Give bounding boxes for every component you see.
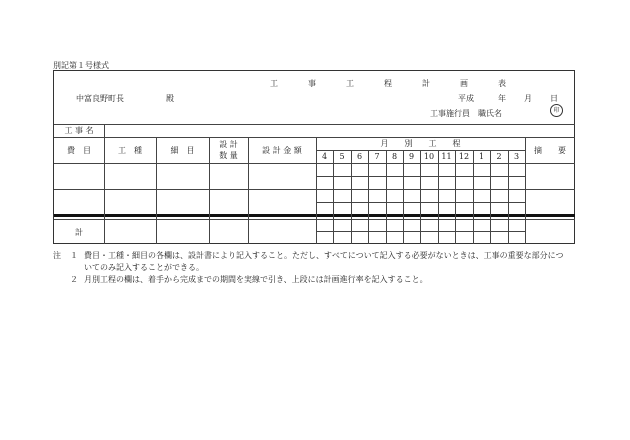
month-label: 12 bbox=[458, 152, 470, 161]
header-monthly-schedule: 月 別 工 程 bbox=[380, 139, 461, 148]
plan-title-char: 画 bbox=[460, 79, 468, 88]
rule bbox=[54, 189, 575, 190]
rule bbox=[403, 150, 404, 244]
month-label: 9 bbox=[408, 152, 415, 161]
month-label: 2 bbox=[496, 152, 502, 161]
rule bbox=[54, 163, 575, 164]
note-number: ２ bbox=[70, 275, 78, 284]
honorific: 殿 bbox=[166, 94, 174, 103]
date-line bbox=[458, 93, 558, 104]
header-expense: 費 目 bbox=[67, 146, 91, 155]
rule bbox=[508, 150, 509, 244]
rule bbox=[438, 150, 439, 244]
rule bbox=[368, 150, 369, 244]
plan-title-char: 計 bbox=[422, 79, 430, 88]
month-label: 8 bbox=[391, 152, 398, 161]
date-day: 日 bbox=[550, 94, 558, 103]
notes-prefix: 注 bbox=[53, 251, 61, 260]
header-kind: 工 種 bbox=[118, 146, 142, 155]
rule bbox=[54, 137, 575, 138]
month-label: 10 bbox=[423, 152, 435, 161]
rule bbox=[490, 150, 491, 244]
note-text: いてのみ記入することができる。 bbox=[84, 263, 204, 272]
addressee: 中富良野町長 bbox=[76, 94, 124, 103]
rule bbox=[420, 150, 421, 244]
rule bbox=[351, 150, 352, 244]
date-era: 平成 bbox=[458, 94, 474, 103]
plan-title-char: 工 bbox=[346, 79, 354, 88]
rule bbox=[54, 124, 575, 125]
rule bbox=[333, 150, 334, 244]
month-label: 7 bbox=[374, 152, 380, 161]
form-title: 別記第１号様式 bbox=[53, 61, 109, 70]
month-label: 3 bbox=[513, 152, 520, 161]
plan-title-char: 工 bbox=[270, 79, 278, 88]
month-label: 6 bbox=[356, 152, 363, 161]
officer-label: 工事施行員 職氏名 bbox=[430, 109, 502, 118]
date-year: 年 bbox=[498, 94, 506, 103]
seal-mark: 印 bbox=[550, 104, 563, 117]
note-text: 月別工程の欄は、着手から完成までの期間を実線で引き、上段には計画進行率を記入すること。 bbox=[84, 275, 428, 284]
total-label: 計 bbox=[75, 228, 83, 237]
note-text: 費目・工種・細目の各欄は、設計書により記入すること。ただし、すべてについて記入する必要がないときは、工事の重要な部分につ bbox=[84, 251, 564, 260]
plan-title bbox=[270, 78, 506, 89]
month-label: 4 bbox=[321, 152, 328, 161]
project-name-label: 工 事 名 bbox=[64, 126, 94, 135]
rule bbox=[386, 150, 387, 244]
note-number: １ bbox=[70, 251, 78, 260]
month-label: 1 bbox=[478, 152, 485, 161]
date-month: 月 bbox=[524, 94, 532, 103]
schedule-form-frame bbox=[53, 70, 575, 244]
header-detail: 細 目 bbox=[170, 146, 195, 155]
rule bbox=[473, 150, 474, 244]
header-remarks: 摘 要 bbox=[534, 146, 566, 155]
plan-title-char: 事 bbox=[308, 79, 316, 88]
rule bbox=[455, 150, 456, 244]
plan-title-char: 表 bbox=[498, 79, 506, 88]
month-label: 5 bbox=[339, 152, 345, 161]
rule bbox=[54, 219, 575, 220]
header-design-qty-1: 設 計 bbox=[219, 140, 238, 149]
total-divider bbox=[54, 214, 575, 217]
month-label: 11 bbox=[441, 152, 452, 161]
rule bbox=[104, 124, 105, 244]
header-design-qty-2: 数 量 bbox=[219, 151, 238, 160]
header-design-amount: 設 計 金 額 bbox=[262, 146, 302, 155]
plan-title-char: 程 bbox=[384, 79, 392, 88]
